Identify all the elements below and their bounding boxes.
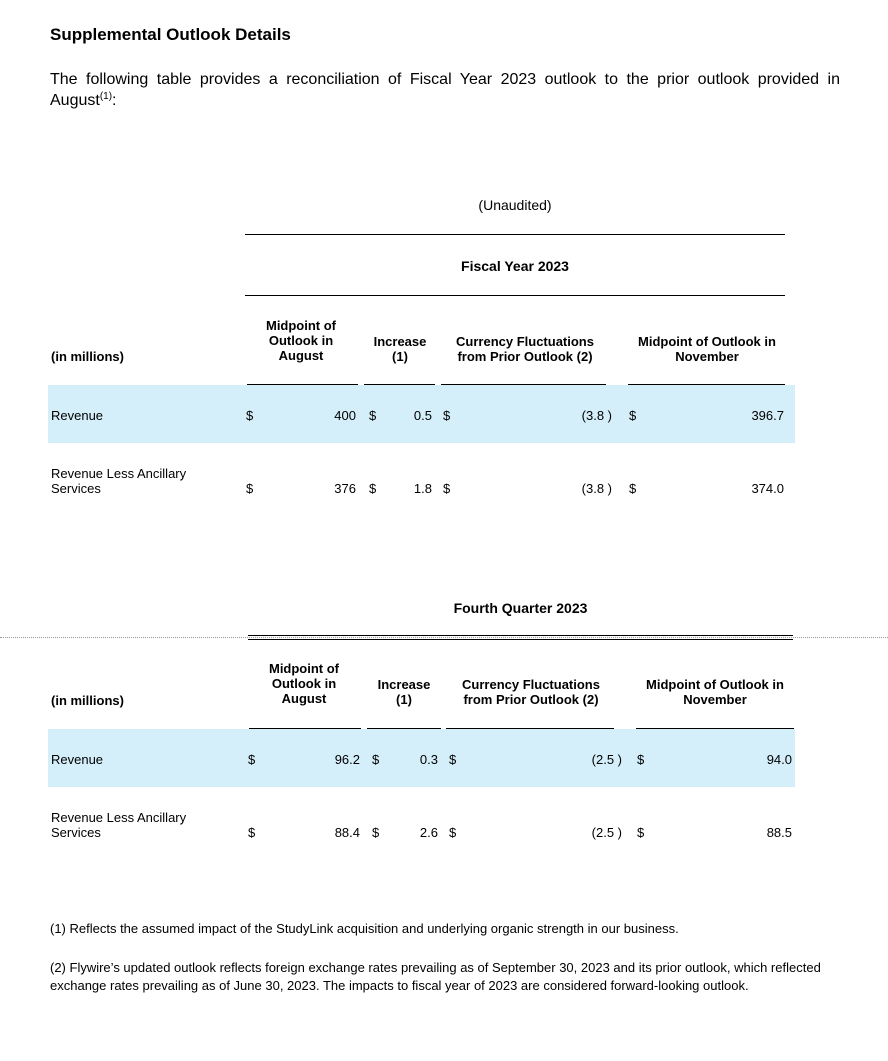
q4-value-november: 88.5 [766, 825, 792, 840]
q4-col-november: Midpoint of Outlook in November [646, 677, 784, 707]
fy-value-august: 400 [334, 408, 356, 423]
intro-text: The following table provides a reconciliation of Fiscal Year 2023 outlook to the prior outlook provided in August [50, 71, 840, 109]
fy-unit-label: (in millions) [51, 349, 124, 364]
currency-symbol: $ [372, 825, 380, 840]
fy-value-august: 376 [334, 481, 356, 496]
intro-paragraph [50, 69, 840, 111]
fy-col-august: Midpoint of Outlook in August [265, 318, 337, 363]
unaudited-label: (Unaudited) [478, 197, 552, 213]
fy-row-label: Revenue [51, 408, 104, 423]
currency-symbol: $ [443, 408, 451, 423]
fy-value-currency: (3.8 ) [581, 481, 612, 496]
intro-colon: : [112, 92, 117, 109]
currency-symbol: $ [629, 481, 637, 496]
q4-col-increase: Increase (1) [377, 677, 431, 707]
currency-symbol: $ [372, 752, 380, 767]
q4-col-august: Midpoint of Outlook in August [268, 661, 340, 706]
fy-period-title: Fiscal Year 2023 [461, 258, 569, 274]
q4-value-currency: (2.5 ) [591, 825, 622, 840]
q4-value-currency: (2.5 ) [591, 752, 622, 767]
currency-symbol: $ [246, 408, 254, 423]
divider [245, 295, 785, 296]
q4-row-label: Revenue [51, 752, 104, 767]
fy-col-increase: Increase (1) [373, 334, 427, 364]
currency-symbol: $ [449, 825, 457, 840]
q4-value-increase: 2.6 [419, 825, 438, 840]
currency-symbol: $ [246, 481, 254, 496]
currency-symbol: $ [629, 408, 637, 423]
q4-row-label: Revenue Less Ancillary Services [51, 810, 187, 840]
fy-value-november: 374.0 [751, 481, 784, 496]
page-title: Supplemental Outlook Details [50, 25, 291, 44]
fy-row-label: Revenue Less Ancillary Services [51, 466, 187, 496]
dotted-separator [0, 637, 888, 638]
q4-value-august: 96.2 [334, 752, 360, 767]
fy-value-currency: (3.8 ) [581, 408, 612, 423]
currency-symbol: $ [369, 408, 377, 423]
q4-unit-label: (in millions) [51, 693, 124, 708]
fy-col-currency: Currency Fluctuations from Prior Outlook (2) [456, 334, 594, 364]
currency-symbol: $ [637, 752, 645, 767]
currency-symbol: $ [637, 825, 645, 840]
fy-value-increase: 1.8 [413, 481, 432, 496]
currency-symbol: $ [449, 752, 457, 767]
footnote-1: (1) Reflects the assumed impact of the StudyLink acquisition and underlying organic strength in our business. [50, 921, 679, 936]
fy-value-november: 396.7 [751, 408, 784, 423]
currency-symbol: $ [248, 825, 256, 840]
footnote-2: (2) Flywire’s updated outlook reflects foreign exchange rates prevailing as of September 30, 2023 and its prior outlook, which reflected exchange rates prevailing as of June 30, 2023. The impacts to fiscal year of 2023 are considered forward-looking outlook. [50, 960, 821, 993]
intro-footnote-ref: (1) [99, 91, 113, 102]
currency-symbol: $ [443, 481, 451, 496]
q4-value-increase: 0.3 [419, 752, 438, 767]
q4-value-august: 88.4 [334, 825, 360, 840]
fy-value-increase: 0.5 [413, 408, 432, 423]
fy-col-november: Midpoint of Outlook in November [638, 334, 776, 364]
divider [248, 635, 793, 636]
currency-symbol: $ [248, 752, 256, 767]
divider [245, 234, 785, 235]
q4-col-currency: Currency Fluctuations from Prior Outlook (2) [462, 677, 600, 707]
divider [248, 639, 793, 640]
q4-period-title: Fourth Quarter 2023 [453, 600, 588, 616]
currency-symbol: $ [369, 481, 377, 496]
q4-value-november: 94.0 [766, 752, 792, 767]
